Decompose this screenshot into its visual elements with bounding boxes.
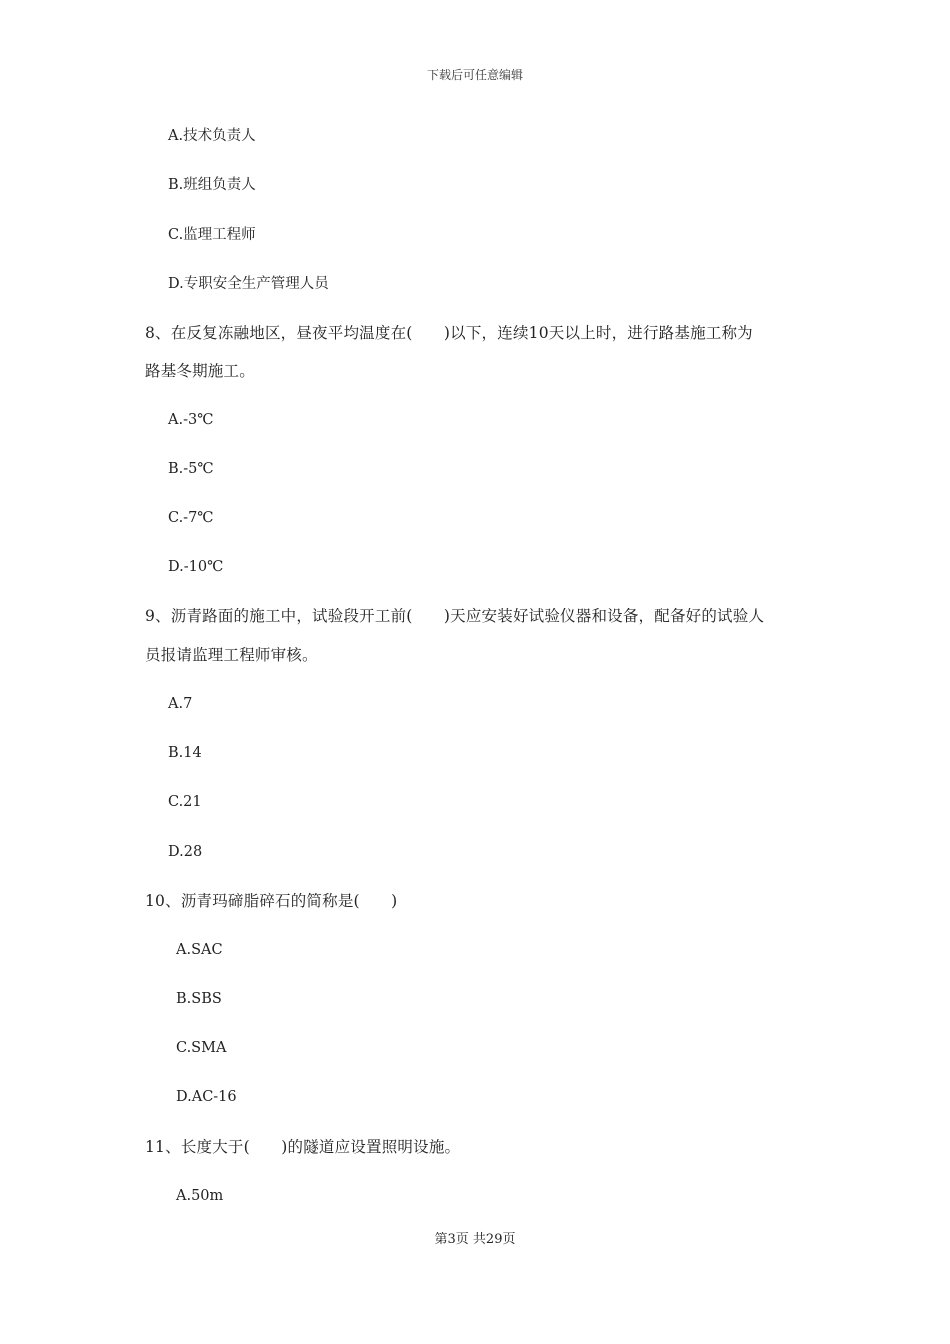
- option-q7-a: A.技术负责人: [168, 128, 256, 144]
- question-10: 10、沥青玛碲脂碎石的简称是( ): [145, 892, 398, 910]
- page-footer: 第3页 共29页: [434, 1232, 516, 1247]
- question-9-line-2: 员报请监理工程师审核。: [145, 646, 318, 664]
- question-11: 11、长度大于( )的隧道应设置照明设施。: [145, 1138, 461, 1156]
- option-q9-d: D.28: [168, 844, 203, 860]
- question-8-line-2: 路基冬期施工。: [145, 362, 255, 380]
- page-header: 下载后可任意编辑: [426, 68, 523, 82]
- option-q9-b: B.14: [168, 745, 202, 761]
- option-q10-b: B.SBS: [176, 991, 222, 1007]
- option-q11-a: A.50m: [176, 1188, 224, 1204]
- option-q9-c: C.21: [168, 794, 202, 810]
- option-q7-b: B.班组负责人: [168, 177, 256, 193]
- option-q7-c: C.监理工程师: [168, 227, 256, 243]
- option-q7-d: D.专职安全生产管理人员: [168, 276, 329, 292]
- option-q8-d: D.-10℃: [168, 559, 224, 575]
- option-q10-d: D.AC-16: [176, 1089, 237, 1105]
- option-q10-a: A.SAC: [176, 942, 223, 958]
- question-8-line-1: 8、在反复冻融地区，昼夜平均温度在( )以下，连续10天以上时，进行路基施工称为: [145, 324, 753, 342]
- option-q9-a: A.7: [168, 696, 193, 712]
- question-9-line-1: 9、沥青路面的施工中，试验段开工前( )天应安装好试验仪器和设备，配备好的试验人: [145, 607, 765, 625]
- option-q8-c: C.-7℃: [168, 510, 214, 526]
- option-q8-b: B.-5℃: [168, 461, 214, 477]
- option-q10-c: C.SMA: [176, 1040, 227, 1056]
- option-q8-a: A.-3℃: [168, 412, 214, 428]
